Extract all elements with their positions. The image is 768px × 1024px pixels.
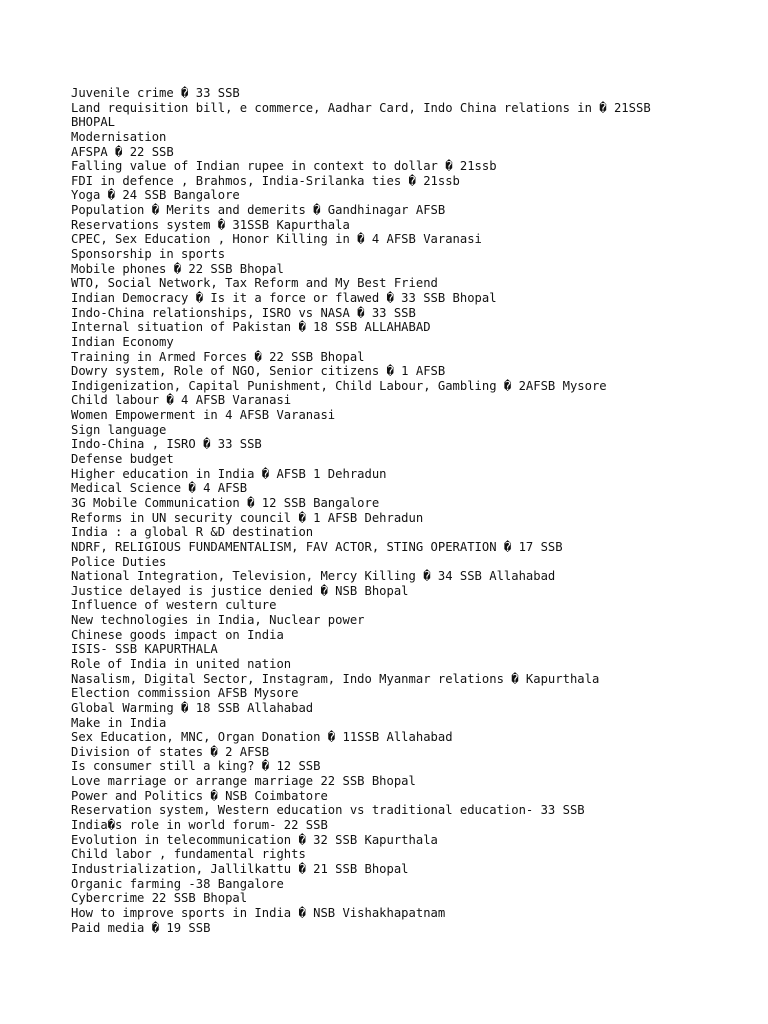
text-line: Dowry system, Role of NGO, Senior citizens � 1 AFSB bbox=[71, 364, 446, 379]
text-line: NDRF, RELIGIOUS FUNDAMENTALISM, FAV ACTOR, STING OPERATION � 17 SSB bbox=[71, 539, 563, 554]
text-line: New technologies in India, Nuclear power bbox=[71, 613, 365, 628]
text-line: ISIS- SSB KAPURTHALA bbox=[71, 642, 218, 657]
text-line: Child labor , fundamental rights bbox=[71, 847, 306, 862]
text-line: Internal situation of Pakistan � 18 SSB ALLAHABAD bbox=[71, 320, 431, 335]
text-line: Love marriage or arrange marriage 22 SSB Bhopal bbox=[71, 774, 416, 789]
text-line: Make in India bbox=[71, 715, 167, 730]
text-line: Indian Economy bbox=[71, 334, 174, 349]
text-line: Sex Education, MNC, Organ Donation � 11SSB Allahabad bbox=[71, 730, 453, 745]
text-line: Election commission AFSB Mysore bbox=[71, 686, 299, 701]
text-line: Role of India in united nation bbox=[71, 656, 292, 671]
text-line: Paid media � 19 SSB bbox=[71, 920, 211, 935]
text-line: Indian Democracy � Is it a force or flawed � 33 SSB Bhopal bbox=[71, 290, 497, 305]
text-line: Medical Science � 4 AFSB bbox=[71, 481, 248, 496]
text-line: Sign language bbox=[71, 422, 167, 437]
text-line: Women Empowerment in 4 AFSB Varanasi bbox=[71, 408, 336, 423]
text-line: Indigenization, Capital Punishment, Child Labour, Gambling � 2AFSB Mysore bbox=[71, 378, 607, 393]
text-line: AFSPA � 22 SSB bbox=[71, 144, 174, 159]
text-line: Child labour � 4 AFSB Varanasi bbox=[71, 393, 292, 408]
text-line: Reservations system � 31SSB Kapurthala bbox=[71, 217, 350, 232]
text-line: Chinese goods impact on India bbox=[71, 627, 284, 642]
text-line: National Integration, Television, Mercy Killing � 34 SSB Allahabad bbox=[71, 569, 556, 584]
text-line: Reservation system, Western education vs traditional education- 33 SSB bbox=[71, 803, 585, 818]
text-line: Land requisition bill, e commerce, Aadhar Card, Indo China relations in � 21SSB bbox=[71, 100, 651, 115]
text-line: Indo-China relationships, ISRO vs NASA � 33 SSB bbox=[71, 305, 416, 320]
text-line: Reforms in UN security council � 1 AFSB Dehradun bbox=[71, 510, 424, 525]
text-line: India : a global R &D destination bbox=[71, 525, 314, 540]
text-line: Higher education in India � AFSB 1 Dehradun bbox=[71, 466, 387, 481]
text-line: 3G Mobile Communication � 12 SSB Bangalore bbox=[71, 495, 380, 510]
text-line: Influence of western culture bbox=[71, 598, 277, 613]
text-line: India�s role in world forum- 22 SSB bbox=[71, 818, 328, 833]
text-line: Population � Merits and demerits � Gandhinagar AFSB bbox=[71, 203, 446, 218]
text-line: How to improve sports in India � NSB Vishakhapatnam bbox=[71, 905, 446, 920]
text-line: BHOPAL bbox=[71, 115, 116, 130]
text-line: Juvenile crime � 33 SSB bbox=[71, 86, 240, 100]
text-line: Training in Armed Forces � 22 SSB Bhopal bbox=[71, 349, 365, 364]
text-line: Falling value of Indian rupee in context to dollar � 21ssb bbox=[71, 159, 497, 174]
text-line: Justice delayed is justice denied � NSB Bhopal bbox=[71, 583, 409, 598]
text-line: Indo-China , ISRO � 33 SSB bbox=[71, 437, 262, 452]
text-line: Mobile phones � 22 SSB Bhopal bbox=[71, 261, 284, 276]
text-line: Cybercrime 22 SSB Bhopal bbox=[71, 891, 248, 906]
text-line: Organic farming -38 Bangalore bbox=[71, 876, 284, 891]
text-line: Nasalism, Digital Sector, Instagram, Indo Myanmar relations � Kapurthala bbox=[71, 671, 600, 686]
text-line: Defense budget bbox=[71, 452, 174, 467]
text-line: Police Duties bbox=[71, 554, 167, 569]
text-line: Industrialization, Jallilkattu � 21 SSB Bhopal bbox=[71, 861, 409, 876]
text-line: CPEC, Sex Education , Honor Killing in � 4 AFSB Varanasi bbox=[71, 232, 482, 247]
text-line: Is consumer still a king? � 12 SSB bbox=[71, 759, 321, 774]
text-line: Yoga � 24 SSB Bangalore bbox=[71, 188, 240, 203]
text-line: Evolution in telecommunication � 32 SSB Kapurthala bbox=[71, 832, 438, 847]
topic-list bbox=[71, 86, 751, 935]
text-line: Power and Politics � NSB Coimbatore bbox=[71, 788, 328, 803]
text-line: WTO, Social Network, Tax Reform and My Best Friend bbox=[71, 276, 438, 291]
text-line: Sponsorship in sports bbox=[71, 247, 226, 262]
text-line: Global Warming � 18 SSB Allahabad bbox=[71, 700, 314, 715]
text-line: FDI in defence , Brahmos, India-Srilanka ties � 21ssb bbox=[71, 173, 460, 188]
text-line: Modernisation bbox=[71, 129, 167, 144]
text-line: Division of states � 2 AFSB bbox=[71, 744, 270, 759]
